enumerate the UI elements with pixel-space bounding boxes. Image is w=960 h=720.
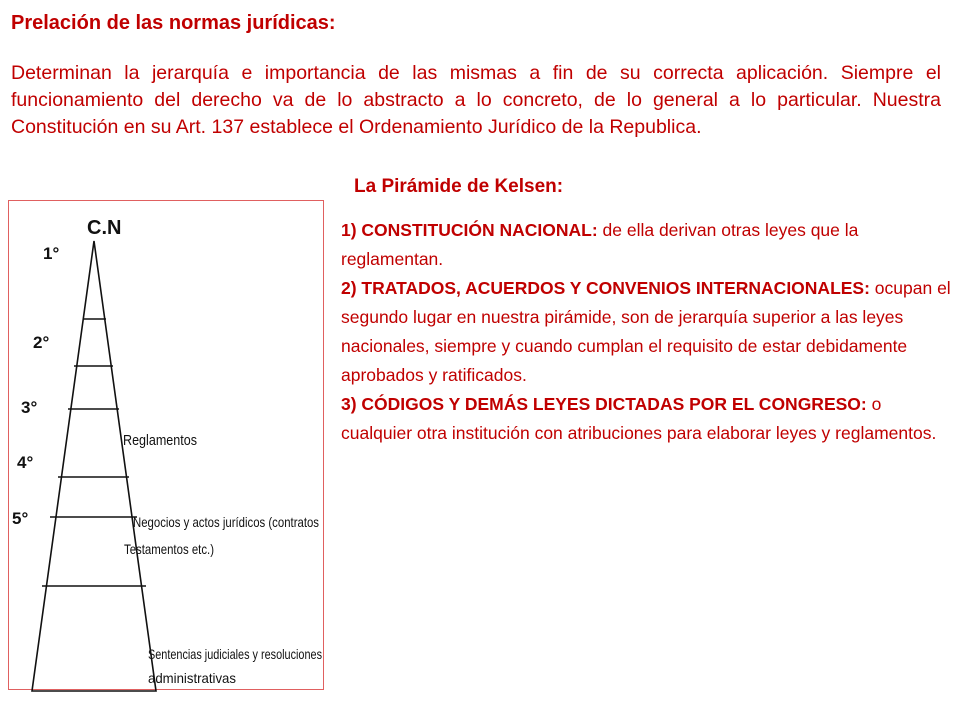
level-number-4: 4° <box>17 453 34 472</box>
item-text: o cualquier otra institución con atribuciones para elaborar leyes y reglamentos. <box>341 394 937 443</box>
pyramid-description <box>341 216 953 448</box>
item-heading: 1) CONSTITUCIÓN NACIONAL: <box>341 220 598 240</box>
list-item <box>341 216 953 274</box>
item-text: ocupan el segundo lugar en nuestra pirámide, son de jerarquía superior a las leyes nacionales, siempre y cuando cumplan el requisito de estar debidamente aprobados y ratificados. <box>341 278 951 385</box>
label-reglamentos: Reglamentos <box>123 433 197 449</box>
list-item <box>341 390 953 448</box>
kelsen-pyramid-figure <box>8 200 324 690</box>
item-heading: 2) TRATADOS, ACUERDOS Y CONVENIOS INTERNACIONALES: <box>341 278 870 298</box>
item-heading: 3) CÓDIGOS Y DEMÁS LEYES DICTADAS POR EL CONGRESO: <box>341 394 867 414</box>
label-sentencias-line2: administrativas <box>148 670 236 686</box>
apex-label: C.N <box>87 217 122 239</box>
label-negocios-line1: Negocios y actos jurídicos (contratos <box>133 514 319 530</box>
list-item <box>341 274 953 390</box>
level-number-3: 3° <box>21 398 38 417</box>
level-number-2: 2° <box>33 333 50 352</box>
slide-title: Prelación de las normas jurídicas: <box>11 12 336 34</box>
pyramid-drawing <box>9 201 325 691</box>
level-number-5: 5° <box>12 509 29 528</box>
intro-paragraph: Determinan la jerarquía e importancia de las mismas a fin de su correcta aplicación. Siempre el funcionamiento del derecho va de lo abstracto a lo concreto, de lo general a lo particular. Nuestra Constitución en su Art. 137 establece el Ordenamiento Jurídico de la Republica. <box>11 62 941 138</box>
level-number-1: 1° <box>43 244 60 263</box>
item-text: de ella derivan otras leyes que la reglamentan. <box>341 220 859 269</box>
pyramid-outline <box>32 241 156 691</box>
kelsen-pyramid-title: La Pirámide de Kelsen: <box>354 176 564 197</box>
label-negocios-line2: Testamentos etc.) <box>124 541 214 557</box>
label-sentencias-line1: Sentencias judiciales y resoluciones <box>148 646 322 662</box>
